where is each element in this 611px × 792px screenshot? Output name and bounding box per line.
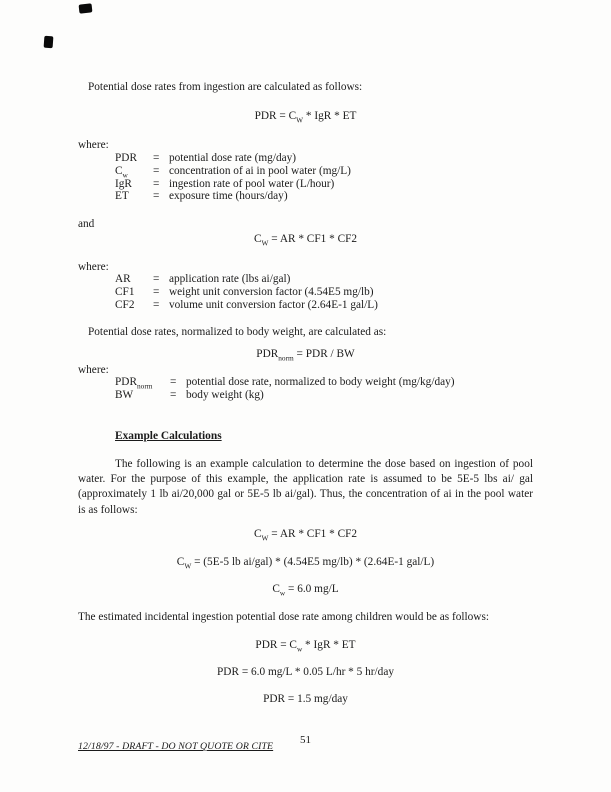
equals-sign: = — [153, 152, 160, 164]
definition-term — [115, 165, 153, 178]
equals-sign: = — [153, 285, 160, 298]
term-text: ET — [115, 190, 129, 203]
definition-row — [78, 389, 571, 402]
equation-cw-example — [0, 527, 611, 541]
definition-text: volume unit conversion factor (2.64E-1 gal/L) — [169, 298, 378, 311]
definition-row — [78, 376, 571, 389]
definition-text: potential dose rate (mg/day) — [169, 152, 297, 164]
equation-text: = (5E-5 lb ai/gal) * (4.54E5 mg/lb) * (2.64E-1 gal/L) — [191, 556, 435, 568]
equation-subscript: W — [261, 533, 269, 543]
equation-text: C — [253, 233, 262, 245]
definition-row — [78, 165, 571, 178]
equation-text: * IgR * ET — [302, 639, 356, 651]
definition-term — [115, 286, 153, 299]
term-text: AR — [115, 273, 131, 285]
definition-text: concentration of ai in pool water (mg/L) — [169, 164, 351, 177]
page-number: 51 — [300, 734, 311, 746]
equation-subscript: W — [184, 561, 192, 571]
equation-text: PDR — [256, 348, 279, 360]
equation-subscript: norm — [278, 353, 294, 363]
paragraph-example: The following is an example calculation to determine the dose based on ingestion of pool water. For the purpose of this example, the application rate is assumed to be 5E-5 lbs ai/ gal (approximately 1 lb ai/20,000 gal or 5E-5 lb ai/gal). Thus, the concentration of ai in the pool water is as follows: — [78, 458, 533, 516]
definition-term — [115, 389, 170, 402]
definition-list-pdr — [78, 152, 571, 203]
term-text: C — [115, 164, 123, 177]
paragraph-normalized: Potential dose rates, normalized to body weight, are calculated as: — [88, 326, 387, 338]
definition-row — [78, 190, 571, 203]
equation-subscript: w — [296, 644, 303, 654]
definition-text: potential dose rate, normalized to body weight (mg/kg/day) — [186, 376, 455, 388]
definition-text: ingestion rate of pool water (L/hour) — [169, 177, 335, 190]
definition-text: exposure time (hours/day) — [169, 190, 288, 203]
section-heading: Example Calculations — [115, 430, 222, 442]
definition-term — [115, 178, 153, 191]
scan-artifact — [44, 36, 54, 49]
equation-text: C — [272, 583, 280, 595]
equation-text: C — [253, 528, 262, 540]
and-label: and — [78, 218, 95, 230]
equation-cw — [0, 232, 611, 246]
equation-subscript: W — [296, 115, 304, 125]
equation-subscript: w — [279, 588, 286, 598]
paragraph-intro: Potential dose rates from ingestion are calculated as follows: — [88, 81, 363, 93]
equation-pdr-result: PDR = 1.5 mg/day — [263, 693, 348, 705]
where-label: where: — [78, 364, 109, 376]
equals-sign: = — [153, 177, 160, 190]
equation-pdr-example — [0, 638, 611, 652]
where-label: where: — [78, 139, 109, 151]
equation-pdrnorm — [0, 347, 611, 361]
equals-sign: = — [170, 388, 177, 401]
definition-row — [78, 273, 571, 286]
equation-cw-result — [0, 582, 611, 596]
equation-text: = AR * CF1 * CF2 — [268, 528, 358, 540]
equation-pdr-values: PDR = 6.0 mg/L * 0.05 L/hr * 5 hr/day — [217, 666, 394, 678]
equation-text: C — [176, 556, 185, 568]
definition-list-cw — [78, 273, 571, 311]
draft-notice: 12/18/97 - DRAFT - DO NOT QUOTE OR CITE — [78, 741, 274, 752]
term-text: CF2 — [115, 298, 135, 311]
definition-term — [115, 273, 153, 286]
equation-text: PDR = C — [255, 639, 297, 651]
definition-row — [78, 286, 571, 299]
paragraph-children: The estimated incidental ingestion potential dose rate among children would be as follows: — [78, 611, 489, 623]
definition-text: application rate (lbs ai/gal) — [169, 273, 291, 285]
equals-sign: = — [153, 273, 160, 285]
equation-text: PDR = C — [254, 110, 297, 122]
equation-text: = 6.0 mg/L — [285, 583, 339, 595]
equation-pdr — [0, 109, 611, 123]
term-subscript: norm — [136, 381, 153, 391]
definition-row — [78, 299, 571, 312]
equals-sign: = — [153, 298, 160, 311]
definition-term — [115, 376, 170, 389]
equals-sign: = — [170, 376, 177, 388]
term-text: PDR — [115, 152, 137, 164]
equation-text: * IgR * ET — [303, 110, 357, 122]
where-label: where: — [78, 261, 109, 273]
definition-text: weight unit conversion factor (4.54E5 mg/lb) — [169, 285, 374, 298]
definition-row — [78, 152, 571, 165]
definition-list-pdrnorm — [78, 376, 571, 402]
term-subscript: w — [122, 170, 128, 180]
term-text: BW — [115, 388, 134, 401]
equation-subscript: W — [261, 238, 269, 248]
equation-cw-values — [0, 555, 611, 569]
definition-row — [78, 178, 571, 191]
definition-text: body weight (kg) — [186, 388, 264, 401]
equals-sign: = — [153, 190, 160, 203]
term-text: IgR — [115, 177, 132, 190]
equals-sign: = — [153, 164, 160, 177]
definition-term — [115, 152, 153, 165]
term-text: CF1 — [115, 285, 135, 298]
definition-term — [115, 299, 153, 312]
term-text: PDR — [115, 376, 137, 388]
scan-artifact — [79, 3, 93, 13]
equation-text: = PDR / BW — [293, 348, 355, 360]
equation-text: = AR * CF1 * CF2 — [268, 233, 358, 245]
definition-term — [115, 190, 153, 203]
